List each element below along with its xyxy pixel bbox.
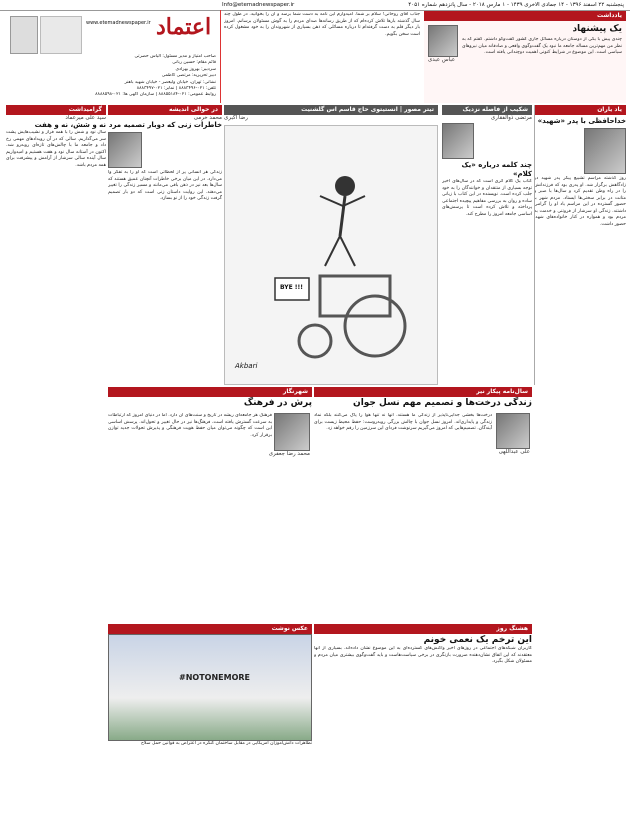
trees-column [314,387,532,622]
editorial-box [424,11,626,103]
culture-column [108,387,312,622]
email-link[interactable]: Info@etemadnewspaper.ir [222,2,295,8]
editorial-text: چندی پیش با یکی از دوستان درباره مسائل جاری کشور گفت‌وگو داشتم. گفتم که به نظر من مهم‌ترین مساله جامعه ما نبود یک گفت‌وگوی واقعی و صادقانه میان نیروهای سیاسی است. این موضوع در شرایط کنونی اهمیت دوچندانی یافته است. [462,37,622,55]
hashtag-text: کاربران شبکه‌های اجتماعی در روزهای اخیر واکنش‌های گسترده‌ای به این موضوع نشان داده‌اند. بسیاری از آنها معتقدند که این اتفاق نشان‌دهنده ضرورت بازنگری در برخی سیاست‌هاست و باید گفت‌وگوی بیشتری میان مردم و مسئولان شکل بگیرد. [314,646,532,664]
editorial-author: عباس عبدی [428,57,456,63]
website-link[interactable]: www.etemadnewspaper.ir [86,20,151,26]
hashtag-title: این ترخم یک نعمی خونم [423,635,532,645]
masthead [6,10,221,103]
culture-text: فرهنگ هر جامعه‌ای ریشه در تاریخ و سنت‌های آن دارد. اما در دنیای امروز که ارتباطات به سرعت گسترش یافته است، فرهنگ‌ها نیز در حال تغییر و تحول‌اند. پرسش اساسی این است که چگونه می‌توان میان حفظ هویت فرهنگی و پذیرش تحولات جدید توازن برقرار کرد. [108,413,272,438]
cartoon-block [224,105,438,385]
culture-section-label: شهرنگار [108,387,312,397]
commemoration-title: نه و شش، نه و هفت [34,121,106,129]
obituary-column [534,105,626,815]
protest-banner: #NOTONEMORE [179,673,251,682]
book-column [442,105,535,385]
cartoon-image [224,125,438,385]
obituary-photo [584,128,626,174]
book-title: چند کلمه درباره «یک کلام» [461,161,532,178]
obituary-title: خداحافظی با پدر «شهید» [537,117,626,125]
editorial-title: یک پیشنهاد [572,24,622,34]
protest-photo [108,634,312,741]
thought-text: زندگی هر انسانی پر از لحظاتی است که او را به تفکر وا می‌دارد. در این میان برخی خاطرات آنچنان عمیق هستند که سال‌ها بعد نیز در ذهن باقی می‌مانند و مسیر زندگی را تغییر می‌دهند. این روایت داستان زنی است که دو بار تصمیم گرفت زندگی خود را از نو بسازد. [108,170,222,201]
culture-title: پرش در فرهنگ [243,398,312,408]
cartoon-drawing [225,126,437,384]
photo-caption: تظاهرات دانش‌آموزان آمریکایی در مقابل ساختمان کنگره در اعتراض به قوانین حمل سلاح [140,741,312,746]
commemoration-column [6,105,106,815]
hashtag-section-label: هشتگ روز [314,624,532,634]
author-photo [428,25,458,57]
thought-author: محمد خرمی [193,115,222,121]
thought-section-label: در حوالی اندیشه [108,105,222,115]
photo-column [108,624,312,816]
thought-column [108,105,222,385]
masthead-thumbnail [10,16,38,54]
trees-author: علی عبداللهی [498,449,530,455]
book-section-label: شکیب از فاصله نزدیک [442,105,532,115]
book-author: مرتضی ذوالفقاری [490,115,532,121]
masthead-thumbnail-2 [40,16,82,54]
letter-text: جناب آقای روحانی! سلام بر شما. امیدوارم این نامه به دست شما برسد و آن را بخوانید. در طول چند سال گذشته بارها تلاش کرده‌ام که از طریق رسانه‌ها صدای مردم را به گوش مسئولان برسانم. امروز بار دیگر قلم به دست گرفته‌ام تا درباره مسائلی که ذهن بسیاری از شهروندان را به خود مشغول کرده است سخن بگویم. [224,12,420,37]
commemoration-author: سید علی میرعماد [65,115,106,121]
commemoration-text: سال نود و شش را با همه فراز و نشیب‌هایش پشت سر می‌گذاریم. سالی که در آن رویدادهای مهمی رخ داد و جامعه ما با چالش‌های تازه‌ای روبه‌رو شد. اکنون در آستانه سال نود و هفت هستیم و امیدواریم سال آینده سالی سرشار از آرامش و پیشرفت برای همه مردم باشد. [6,130,106,168]
photo-section-label: عکس نوشت [108,624,312,634]
trees-section-label: سال‌نامه پیکار نیر [314,387,532,397]
trees-author-photo [496,413,530,449]
masthead-credits: صاحب امتیاز و مدیر مسئول: الیاس حضرتی قائم مقام: حسین ربانی سردبیر: بهروز بهزادی دبیر تحریریه: مرتضی کاظمی نشانی: تهران، خیابان ولیعصر - خیابان شهید باهنر تلفن: ۰۲۱-۸۸۸۳۴۹۶ | نمابر: ۰۲۱-۸۸۸۳۴۹۷ روابط عمومی: ۰۲۱-۸۸۸۵۵۱۸۴ | سازمان آگهی ها: ۰۲۱-۸۸۸۸۵۹۸ [95,54,216,98]
letter-column [224,12,420,102]
culture-author-photo [274,413,310,451]
dateline: پنجشنبه ۲۲ اسفند ۱۳۹۶ - ۱۴ جمادی الاخری ۱۴۳۹ - ۱ مارس ۲۰۱۸ - سال پانزدهم شماره ۴۰۵۱ [408,2,624,8]
cartoon-artist: رضا اکبری [224,115,248,121]
book-author-photo [442,123,474,159]
newspaper-logo[interactable]: اعتماد [156,14,212,40]
culture-author: محمد رضا جعفری [268,451,310,457]
thought-title: خاطرات زنی که دوبار تصمیه مرد [108,121,222,129]
commemoration-section-label: گرامیداشت [6,105,106,115]
trees-title: زندگی درخت‌ها و تصمیم مهم نسل جوان [353,398,532,408]
thought-author-photo [108,132,142,168]
editorial-section-label: یادداشت [424,11,626,21]
cartoon-bubble: BYE !!! [280,284,303,291]
obituary-text: روز گذشته مراسم تشییع پیکر پدر شهید در زادگاهش برگزار شد. او پدری بود که فرزندانش را در راه وطن تقدیم کرد و سال‌ها با صبر و متانت در برابر سختی‌ها ایستاد. مردم شهر با حضور گسترده در این مراسم یاد او را گرامی داشتند. زندگی او سرشار از فروتنی و خدمت به مردم بود و همواره در کنار خانواده‌های شهدا حضور داشت. [534,176,626,227]
cartoon-signature: Akbari [235,362,258,370]
hashtag-column [314,624,532,816]
trees-text: درخت‌ها بخشی جدایی‌ناپذیر از زندگی ما هستند. آنها نه تنها هوا را پاک می‌کنند بلکه نماد زندگی و پایداری‌اند. امروز نسل جوان با چالش بزرگی روبه‌روست: حفظ محیط زیست برای آیندگان. تصمیم‌هایی که امروز می‌گیریم سرنوشت فردای این سرزمین را رقم خواهد زد. [314,413,492,431]
book-text: کتاب یک کلام اثری است که در سال‌های اخیر توجه بسیاری از منتقدان و خوانندگان را به خود جلب کرده است. نویسنده در این کتاب با زبانی ساده و روان به بررسی مفاهیم پیچیده اجتماعی پرداخته و تلاش کرده است تا پرسش‌های اساسی جامعه امروز را مطرح کند. [442,179,532,217]
obituary-section-label: یاد یاران [534,105,626,115]
cartoon-section-label: تیتر مصور | انستیتوی حاج قاسم اس گلشنیت [224,105,438,115]
